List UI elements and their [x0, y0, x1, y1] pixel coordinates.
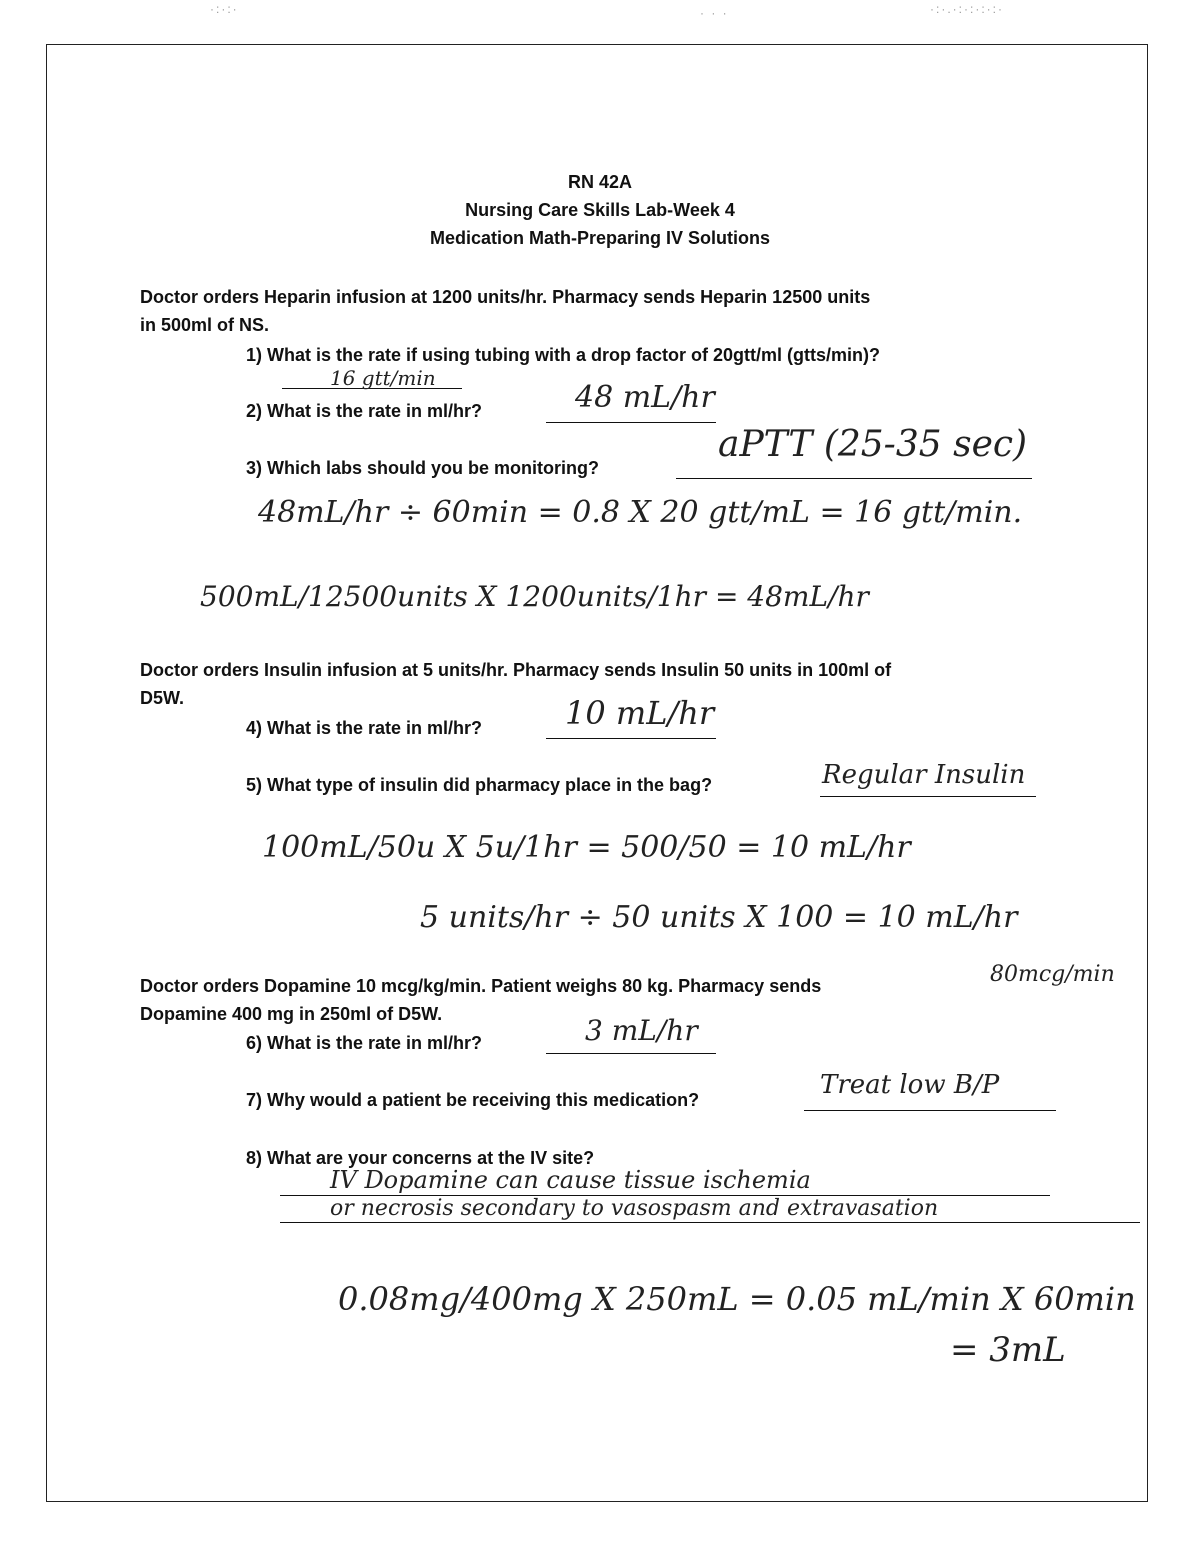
question-3: 3) Which labs should you be monitoring? — [246, 458, 599, 478]
answer-4: 10 mL/hr — [565, 694, 715, 732]
answer-6: 3 mL/hr — [585, 1014, 698, 1047]
dopamine-order-line1: Doctor orders Dopamine 10 mcg/kg/min. Patient weighs 80 kg. Pharmacy sends — [140, 976, 822, 996]
insulin-order-line2: D5W. — [140, 688, 185, 708]
dopamine-work-2: = 3mL — [950, 1330, 1066, 1370]
question-5: 5) What type of insulin did pharmacy place in the bag? — [246, 775, 713, 795]
lab-title: Nursing Care Skills Lab-Week 4 — [465, 200, 735, 220]
question-4: 4) What is the rate in ml/hr? — [246, 718, 483, 738]
answer-2-line — [546, 422, 716, 423]
scan-noise: ·:·.·:·:·:·:· — [930, 2, 1004, 16]
answer-1: 16 gtt/min — [330, 366, 436, 390]
heparin-order-line1: Doctor orders Heparin infusion at 1200 units/hr. Pharmacy sends Heparin 12500 units — [140, 287, 871, 307]
scan-noise: ·:·:· — [210, 2, 239, 16]
answer-5-line — [820, 796, 1036, 797]
scan-noise: · · · — [700, 6, 729, 20]
question-6: 6) What is the rate in ml/hr? — [246, 1033, 483, 1053]
insulin-work-2: 5 units/hr ÷ 50 units X 100 = 10 mL/hr — [420, 900, 1018, 935]
question-1: 1) What is the rate if using tubing with a drop factor of 20gtt/ml (gtts/min)? — [246, 345, 880, 365]
answer-6-line — [546, 1053, 716, 1054]
dopamine-work-1: 0.08mg/400mg X 250mL = 0.05 mL/min X 60min — [338, 1280, 1136, 1318]
answer-3: aPTT (25-35 sec) — [718, 424, 1028, 465]
answer-7-line — [804, 1110, 1056, 1111]
answer-8-line1: IV Dopamine can cause tissue ischemia — [330, 1166, 811, 1194]
answer-5: Regular Insulin — [822, 760, 1026, 790]
insulin-order-line1: Doctor orders Insulin infusion at 5 units/hr. Pharmacy sends Insulin 50 units in 100ml of — [140, 660, 892, 680]
course-title: RN 42A — [567, 172, 633, 192]
answer-8-rule-2 — [280, 1222, 1140, 1223]
answer-2: 48 mL/hr — [575, 380, 715, 415]
heparin-work-2: 500mL/12500units X 1200units/1hr = 48mL/hr — [200, 580, 869, 613]
answer-7: Treat low B/P — [820, 1070, 1000, 1100]
heparin-work-1: 48mL/hr ÷ 60min = 0.8 X 20 gtt/mL = 16 gtt/min. — [258, 495, 1023, 530]
question-7: 7) Why would a patient be receiving this medication? — [246, 1090, 700, 1110]
answer-8-line2: or necrosis secondary to vasospasm and extravasation — [330, 1196, 939, 1221]
dopamine-order-line2: Dopamine 400 mg in 250ml of D5W. — [140, 1004, 443, 1024]
answer-4-line — [546, 738, 716, 739]
topic-title: Medication Math-Preparing IV Solutions — [429, 228, 771, 248]
answer-3-line — [676, 478, 1032, 479]
dopamine-side-note: 80mcg/min — [990, 962, 1115, 987]
question-2: 2) What is the rate in ml/hr? — [246, 401, 483, 421]
insulin-work-1: 100mL/50u X 5u/1hr = 500/50 = 10 mL/hr — [262, 830, 911, 865]
question-8: 8) What are your concerns at the IV site? — [246, 1148, 595, 1168]
heparin-order-line2: in 500ml of NS. — [140, 315, 270, 335]
